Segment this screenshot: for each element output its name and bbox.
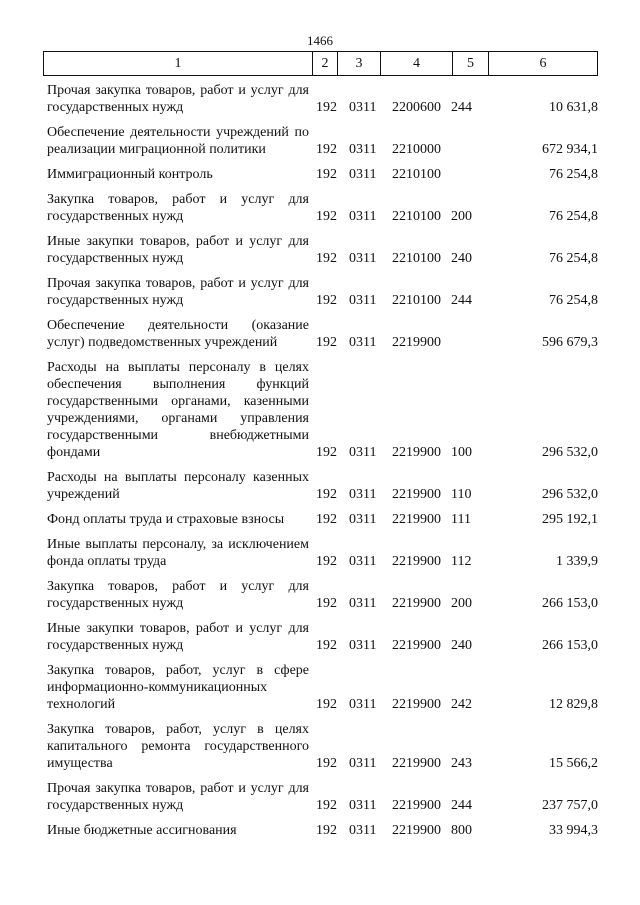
expense-type-code: 800	[451, 823, 472, 838]
table-row	[0, 511, 640, 528]
ministry-code: 192	[316, 596, 337, 611]
row-description: Фонд оплаты труда и страховые взносы	[47, 512, 285, 527]
target-article-code: 2219900	[392, 335, 441, 350]
table-row	[0, 191, 640, 225]
column-header: 6	[489, 52, 598, 76]
amount: 672 934,1	[542, 142, 598, 157]
amount: 33 994,3	[549, 823, 598, 838]
ministry-code: 192	[316, 335, 337, 350]
target-article-code: 2219900	[392, 487, 441, 502]
ministry-code: 192	[316, 823, 337, 838]
target-article-code: 2210000	[392, 142, 441, 157]
row-description: Иные закупки товаров, работ и услуг для государственных нужд	[47, 621, 309, 653]
section-code: 0311	[349, 756, 377, 771]
table-row	[0, 578, 640, 612]
page-number: 1466	[307, 33, 333, 48]
ministry-code: 192	[316, 100, 337, 115]
ministry-code: 192	[316, 167, 337, 182]
expense-type-code: 243	[451, 756, 472, 771]
section-code: 0311	[349, 512, 377, 527]
table-row	[0, 82, 640, 116]
amount: 1 339,9	[556, 554, 598, 569]
table-row	[0, 620, 640, 654]
target-article-code: 2210100	[392, 209, 441, 224]
table-row	[0, 124, 640, 158]
section-code: 0311	[349, 335, 377, 350]
row-description: Закупка товаров, работ, услуг в целях капитального ремонта государственного имущества	[47, 722, 309, 771]
table-row	[0, 275, 640, 309]
expense-type-code: 110	[451, 487, 472, 502]
row-description: Прочая закупка товаров, работ и услуг для государственных нужд	[47, 83, 309, 115]
row-description: Иммиграционный контроль	[47, 167, 213, 182]
table-row	[0, 469, 640, 503]
target-article-code: 2219900	[392, 445, 441, 460]
section-code: 0311	[349, 100, 377, 115]
amount: 76 254,8	[549, 293, 598, 308]
column-header: 2	[313, 52, 338, 76]
row-description: Закупка товаров, работ, услуг в сфере информационно-коммуникационных технологий	[47, 663, 309, 712]
section-code: 0311	[349, 697, 377, 712]
section-code: 0311	[349, 823, 377, 838]
section-code: 0311	[349, 445, 377, 460]
column-header-table	[43, 51, 598, 76]
amount: 596 679,3	[542, 335, 598, 350]
amount: 296 532,0	[542, 445, 598, 460]
table-row	[0, 166, 640, 183]
row-description: Иные закупки товаров, работ и услуг для государственных нужд	[47, 234, 309, 266]
ministry-code: 192	[316, 293, 337, 308]
table-row	[0, 721, 640, 772]
table-row	[0, 536, 640, 570]
ministry-code: 192	[316, 697, 337, 712]
target-article-code: 2219900	[392, 798, 441, 813]
budget-rows	[0, 82, 640, 847]
section-code: 0311	[349, 596, 377, 611]
section-code: 0311	[349, 638, 377, 653]
ministry-code: 192	[316, 638, 337, 653]
ministry-code: 192	[316, 209, 337, 224]
row-description: Иные бюджетные ассигнования	[47, 823, 237, 838]
row-description: Иные выплаты персоналу, за исключением фонда оплаты труда	[47, 537, 309, 569]
amount: 76 254,8	[549, 209, 598, 224]
row-description: Прочая закупка товаров, работ и услуг для государственных нужд	[47, 781, 309, 813]
column-header: 5	[453, 52, 489, 76]
section-code: 0311	[349, 487, 377, 502]
expense-type-code: 244	[451, 798, 472, 813]
target-article-code: 2219900	[392, 638, 441, 653]
amount: 12 829,8	[549, 697, 598, 712]
table-row	[0, 822, 640, 839]
amount: 296 532,0	[542, 487, 598, 502]
target-article-code: 2200600	[392, 100, 441, 115]
ministry-code: 192	[316, 487, 337, 502]
section-code: 0311	[349, 209, 377, 224]
amount: 76 254,8	[549, 167, 598, 182]
section-code: 0311	[349, 142, 377, 157]
table-row	[0, 233, 640, 267]
expense-type-code: 112	[451, 554, 472, 569]
amount: 266 153,0	[542, 638, 598, 653]
expense-type-code: 111	[451, 512, 471, 527]
target-article-code: 2219900	[392, 697, 441, 712]
section-code: 0311	[349, 798, 377, 813]
expense-type-code: 242	[451, 697, 472, 712]
section-code: 0311	[349, 167, 377, 182]
ministry-code: 192	[316, 756, 337, 771]
expense-type-code: 100	[451, 445, 472, 460]
expense-type-code: 244	[451, 293, 472, 308]
target-article-code: 2210100	[392, 293, 441, 308]
amount: 295 192,1	[542, 512, 598, 527]
section-code: 0311	[349, 554, 377, 569]
amount: 76 254,8	[549, 251, 598, 266]
ministry-code: 192	[316, 512, 337, 527]
target-article-code: 2210100	[392, 251, 441, 266]
amount: 10 631,8	[549, 100, 598, 115]
target-article-code: 2210100	[392, 167, 441, 182]
ministry-code: 192	[316, 445, 337, 460]
column-header: 1	[44, 52, 313, 76]
expense-type-code: 200	[451, 209, 472, 224]
target-article-code: 2219900	[392, 756, 441, 771]
amount: 237 757,0	[542, 798, 598, 813]
table-row	[0, 359, 640, 461]
table-row	[0, 662, 640, 713]
table-row	[0, 780, 640, 814]
row-description: Обеспечение деятельности (оказание услуг) подведомственных учреждений	[47, 318, 309, 350]
target-article-code: 2219900	[392, 596, 441, 611]
column-header: 4	[381, 52, 453, 76]
ministry-code: 192	[316, 798, 337, 813]
expense-type-code: 240	[451, 251, 472, 266]
amount: 266 153,0	[542, 596, 598, 611]
ministry-code: 192	[316, 554, 337, 569]
row-description: Расходы на выплаты персоналу казенных учреждений	[47, 470, 309, 502]
row-description: Прочая закупка товаров, работ и услуг для государственных нужд	[47, 276, 309, 308]
column-header-row	[44, 52, 598, 76]
row-description: Закупка товаров, работ и услуг для государственных нужд	[47, 579, 309, 611]
expense-type-code: 200	[451, 596, 472, 611]
row-description: Обеспечение деятельности учреждений по реализации миграционной политики	[47, 125, 309, 157]
ministry-code: 192	[316, 142, 337, 157]
section-code: 0311	[349, 293, 377, 308]
ministry-code: 192	[316, 251, 337, 266]
expense-type-code: 244	[451, 100, 472, 115]
section-code: 0311	[349, 251, 377, 266]
amount: 15 566,2	[549, 756, 598, 771]
row-description: Расходы на выплаты персоналу в целях обеспечения выполнения функций государственными органами, казенными учреждениями, органами управления государственными внебюджетными фондами	[47, 360, 309, 460]
target-article-code: 2219900	[392, 512, 441, 527]
column-header: 3	[338, 52, 381, 76]
table-row	[0, 317, 640, 351]
expense-type-code: 240	[451, 638, 472, 653]
row-description: Закупка товаров, работ и услуг для государственных нужд	[47, 192, 309, 224]
target-article-code: 2219900	[392, 554, 441, 569]
target-article-code: 2219900	[392, 823, 441, 838]
